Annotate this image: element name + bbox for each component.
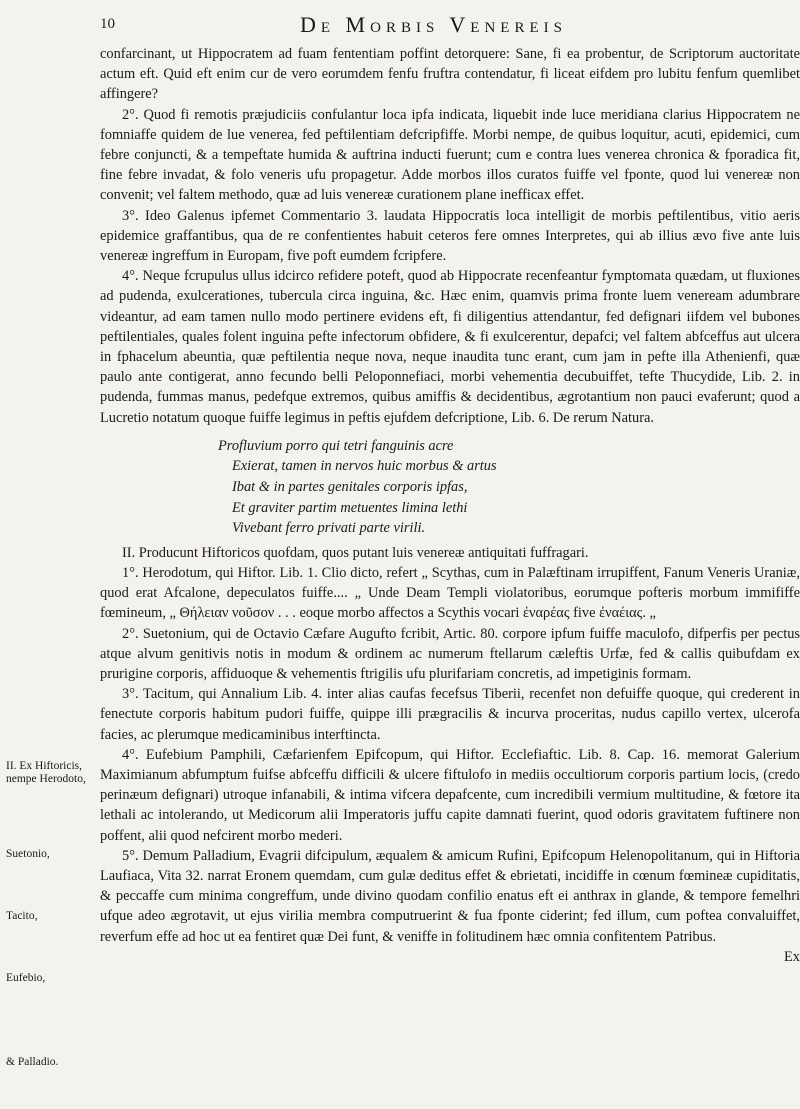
catchword: Ex bbox=[784, 948, 800, 965]
paragraph-point-2: 2°. Quod fi remotis præjudiciis confulantur loca ipfa indicata, liquebit inde luce meridiana clarius Hippocratem ne fomniaffe quidem de lue venerea, fed peftilentiam defcripfiffe. Morbi nempe, de quibus loquitur, acuti, epidemici, cum febre conjuncti, & a tempeftate humida & auftrina inducti fuerunt; cum e contra lues venerea chronica & fporadica fit, fine febre invadat, & folo veneris ufu propagetur. Adde morbos illos curatos fuiffe vel fponte, quod lui venereæ non convenit; vel faltem methodo, quæ ad luis venereæ curationem plane inefficax effet. bbox=[100, 106, 800, 204]
margin-notes bbox=[6, 0, 94, 1109]
margin-note-palladius: & Palladio. bbox=[6, 1056, 59, 1068]
verse-line: Exierat, tamen in nervos huic morbus & artus bbox=[232, 458, 497, 475]
margin-note-eusebius: Eufebio, bbox=[6, 972, 46, 984]
paragraph-suetonius: 2°. Suetonium, qui de Octavio Cæfare Augufto fcribit, Artic. 80. corpore ipfum fuiffe maculofo, difperfis per pectus atque alvum genitivis notis in modum & ordinem ac numerum ftellarum cæleftis Urfæ, fed & callis quibufdam ex prurigine corporis, affiduoque & vehementis ftrigilis ufu plurifariam concretis, ad impetiginis formam. bbox=[100, 625, 800, 683]
paragraph-point-4: 4°. Neque fcrupulus ullus idcirco refidere poteft, quod ab Hippocrate recenfeantur fymptomata quædam, ut fluxiones ad pudenda, exulcerationes, tubercula circa inguina, &c. Hæc enim, quamvis prima fronte luem veneream adumbrare videantur, ad eam tamen nullo modo pertinere evidens eft, fi diligentius attendantur, fed defignari iifdem vel bubones peftilentiales, quales folent inguina pefte infectorum obfidere, & fi exulcerentur, depafci; vel faltem abfceffus aut ulcera in fphacelum abeuntia, quæ peftilentia neque nova, neque inaudita tunc erant, cum jam in pefte illa Athenienfi, quæ paulo ante contigerat, anno fecundo belli Peloponnefiaci, morbi vehementia decubuiffet, tefte Thucydide, Lib. 2. in pudenda, fummas manus, pedefque extremos, quibus amiffis & decidentibus, ægrotantium non pauci evaferunt; quod a Lucretio notatum quoque fuiffe legimus in peftis ejufdem defcriptione, Lib. 6. De rerum Natura. bbox=[100, 268, 800, 426]
paragraph-point-3: 3°. Ideo Galenus ipfemet Commentario 3. laudata Hippocratis loca intelligit de morbis peftilentibus, vitio aeris epidemice graffantibus, qua de re confentientes habuit ceteros fere omnes Interpretes, qui ab illius ævo five ante luis venereæ ingreffum in Europam, five poft eumdem fcripfere. bbox=[100, 207, 800, 265]
paragraph-herodotus: 1°. Herodotum, qui Hiftor. Lib. 1. Clio dicto, refert „ Scythas, cum in Palæftinam irrupiffent, Fanum Veneris Uraniæ, quod erat Afcalone, depeculatos fuiffe.... „ Unde Deam Templi violatoribus, eorumque pofteris morbum immififfe fœmineum, „ Θήλειαν νοῦσον . . . eoque morbo affectos a Scythis vocari ἐναρέας five ἐναέιας. „ bbox=[100, 565, 800, 622]
margin-note-suetonius: Suetonio, bbox=[6, 848, 50, 860]
paragraph-palladius: 5°. Demum Palladium, Evagrii difcipulum, æqualem & amicum Rufini, Epifcopum Helenopolitanum, qui in Hiftoria Laufiaca, Vita 32. narrat Eronem quemdam, cum gulæ deditus effet & ebrietati, incidiffe in cœnum fœmineæ cupiditatis, & peccaffe cum minima congreffum, unde divino quodam confilio enatus eft ei anthrax in glande, & tempore femelhri ufque adeo ægrotavit, ut ejus virilia membra computruerint & fua fponte ciderint; fed illum, cum poftea convaluiffet, reverfum effe ad hoc ut ea fentiret quæ Dei funt, & veniffe in folitudinem hæc omnia confitentem Patribus. bbox=[100, 847, 800, 945]
section-2-heading: II. Producunt Hiftoricos quofdam, quos putant luis venereæ antiquitati fuffragari. bbox=[122, 544, 589, 561]
paragraph-intro: confarcinant, ut Hippocratem ad fuam fententiam poffint detorquere: Sane, fi ea probentur, de Scriptorum auctoritate actum eft. Quid eft enim cur de vero eorumdem fenfu fruftra contendatur, fi liceat eifdem pro lubitu fenfum quemlibet affingere? bbox=[100, 46, 800, 103]
verse-line: Et graviter partim metuentes limina lethi bbox=[232, 499, 468, 516]
verse-line: Ibat & in partes genitales corporis ipfas, bbox=[232, 479, 468, 496]
page-number: 10 bbox=[100, 16, 115, 32]
margin-note-tacitus: Tacito, bbox=[6, 910, 38, 922]
paragraph-eusebius: 4°. Eufebium Pamphili, Cæfarienfem Epifcopum, qui Hiftor. Ecclefiaftic. Lib. 8. Cap. 16. memorat Galerium Maximianum abfumptum fuifse abfceffu difficili & ulcere fiftulofo in mediis occultiorum corporis partium locis, (credo perinæum defignari) utroque infanabili, & intima vifcera depafcente, cum incredibili vermium multitudine, & fœtore ita lethali ac intolerando, ut Medicorum alii Imperatoris juffu capite damnati fuerint, quod odoris gravitatem fuftinere non poffent, alii quod nefcirent morbo mederi. bbox=[100, 746, 800, 844]
margin-note-herodotus: II. Ex Hiftoricis, nempe Herodoto, bbox=[6, 760, 86, 785]
paragraph-tacitus: 3°. Tacitum, qui Annalium Lib. 4. inter alias caufas fecefsus Tiberii, recenfet non defuiffe quoque, qui crederent in fenectute corporis habitum pudori fuiffe, quippe illi prægracilis & incurva proceritas, nudus capillo vertex, ulcerofa facies, ac plerumque medicaminibus interftincta. bbox=[100, 686, 800, 743]
lucretius-verse bbox=[100, 436, 800, 539]
main-text bbox=[100, 44, 800, 967]
verse-line: Profluvium porro qui tetri fanguinis acre bbox=[218, 437, 454, 454]
running-title: De Morbis Venereis bbox=[300, 12, 567, 37]
page-header bbox=[100, 12, 800, 44]
verse-line: Vivebant ferro privati parte virili. bbox=[232, 520, 426, 537]
